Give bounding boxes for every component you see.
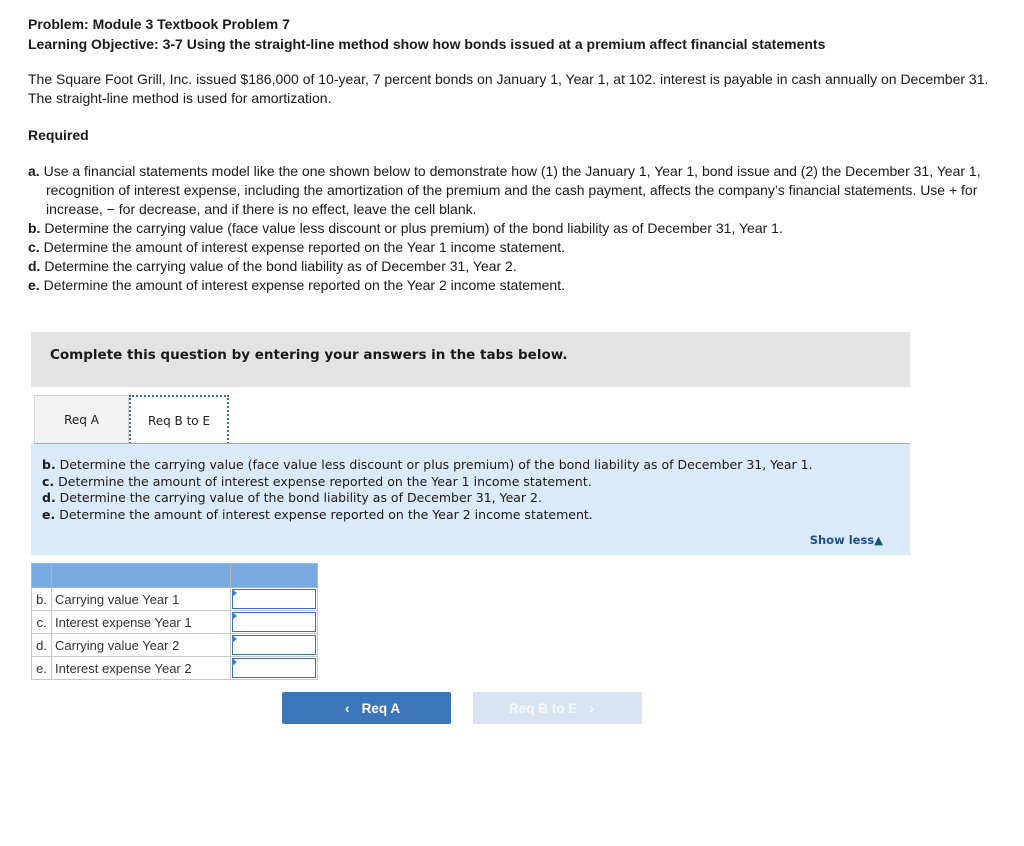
panel-item-e: e. Determine the amount of interest expense reported on the Year 2 income statement. — [42, 506, 593, 522]
table-row — [32, 657, 318, 680]
problem-intro: The Square Foot Grill, Inc. issued $186,000 of 10-year, 7 percent bonds on January 1, Year 1, at 102. interest is payable in cash annually on December 31. The straight-line method is used for amortization. — [28, 71, 989, 106]
tab-req-b-to-e[interactable]: Req B to E — [129, 395, 229, 444]
show-less-link[interactable]: Show less▲ — [809, 533, 883, 547]
row-label: Carrying value Year 2 — [52, 634, 231, 657]
carrying-value-year1-input[interactable] — [232, 589, 316, 609]
next-req-b-to-e-button[interactable]: Req B to E › — [473, 692, 642, 724]
interest-expense-year2-input[interactable] — [232, 658, 316, 678]
answer-table — [31, 563, 318, 680]
input-marker-icon — [232, 658, 237, 666]
required-list — [28, 162, 988, 295]
row-letter: d. — [32, 634, 52, 657]
learning-objective: Learning Objective: 3-7 Using the straight-line method show how bonds issued at a premium affect financial statements — [28, 36, 826, 52]
required-item-e: e. Determine the amount of interest expense reported on the Year 2 income statement. — [28, 277, 566, 293]
interest-expense-year1-input[interactable] — [232, 612, 316, 632]
row-label: Interest expense Year 1 — [52, 611, 231, 634]
row-label: Carrying value Year 1 — [52, 588, 231, 611]
row-letter: b. — [32, 588, 52, 611]
triangle-up-icon: ▲ — [874, 533, 883, 547]
problem-title: Problem: Module 3 Textbook Problem 7 — [28, 16, 290, 32]
input-marker-icon — [232, 612, 237, 620]
required-heading: Required — [28, 127, 89, 143]
panel-item-c: c. Determine the amount of interest expense reported on the Year 1 income statement. — [42, 473, 592, 489]
instructions-banner — [31, 332, 910, 387]
chevron-left-icon: ‹ — [344, 700, 350, 716]
required-item-b: b. Determine the carrying value (face value less discount or plus premium) of the bond liability as of December 31, Year 1. — [28, 220, 783, 236]
panel-item-d: d. Determine the carrying value of the bond liability as of December 31, Year 2. — [42, 490, 542, 505]
required-item-a: a. Use a financial statements model like the one shown below to demonstrate how (1) the January 1, Year 1, bond issue and (2) the December 31, Year 1, recognition of interest expense, including the amortization of the premium and the cash payment, affects the company’s financial statements. Use + for increase, − for decrease, and if there is no effect, leave the cell blank. — [28, 163, 981, 217]
input-marker-icon — [232, 635, 237, 643]
instructions-text: Complete this question by entering your answers in the tabs below. — [50, 347, 568, 363]
prev-req-a-button[interactable]: ‹ Req A — [282, 692, 451, 724]
chevron-right-icon: › — [589, 700, 594, 716]
answer-table-header — [32, 564, 318, 588]
required-item-d: d. Determine the carrying value of the bond liability as of December 31, Year 2. — [28, 258, 517, 274]
row-label: Interest expense Year 2 — [52, 657, 231, 680]
table-row — [32, 588, 318, 611]
carrying-value-year2-input[interactable] — [232, 635, 316, 655]
tab-req-a[interactable]: Req A — [34, 395, 129, 444]
panel-item-b: b. Determine the carrying value (face value less discount or plus premium) of the bond liability as of December 31, Year 1. — [42, 457, 813, 472]
required-item-c: c. Determine the amount of interest expense reported on the Year 1 income statement. — [28, 239, 566, 255]
input-marker-icon — [232, 589, 237, 597]
row-letter: c. — [32, 611, 52, 634]
table-row — [32, 634, 318, 657]
table-row — [32, 611, 318, 634]
row-letter: e. — [32, 657, 52, 680]
problem-header — [28, 14, 1008, 54]
tab-panel-description — [31, 444, 910, 555]
